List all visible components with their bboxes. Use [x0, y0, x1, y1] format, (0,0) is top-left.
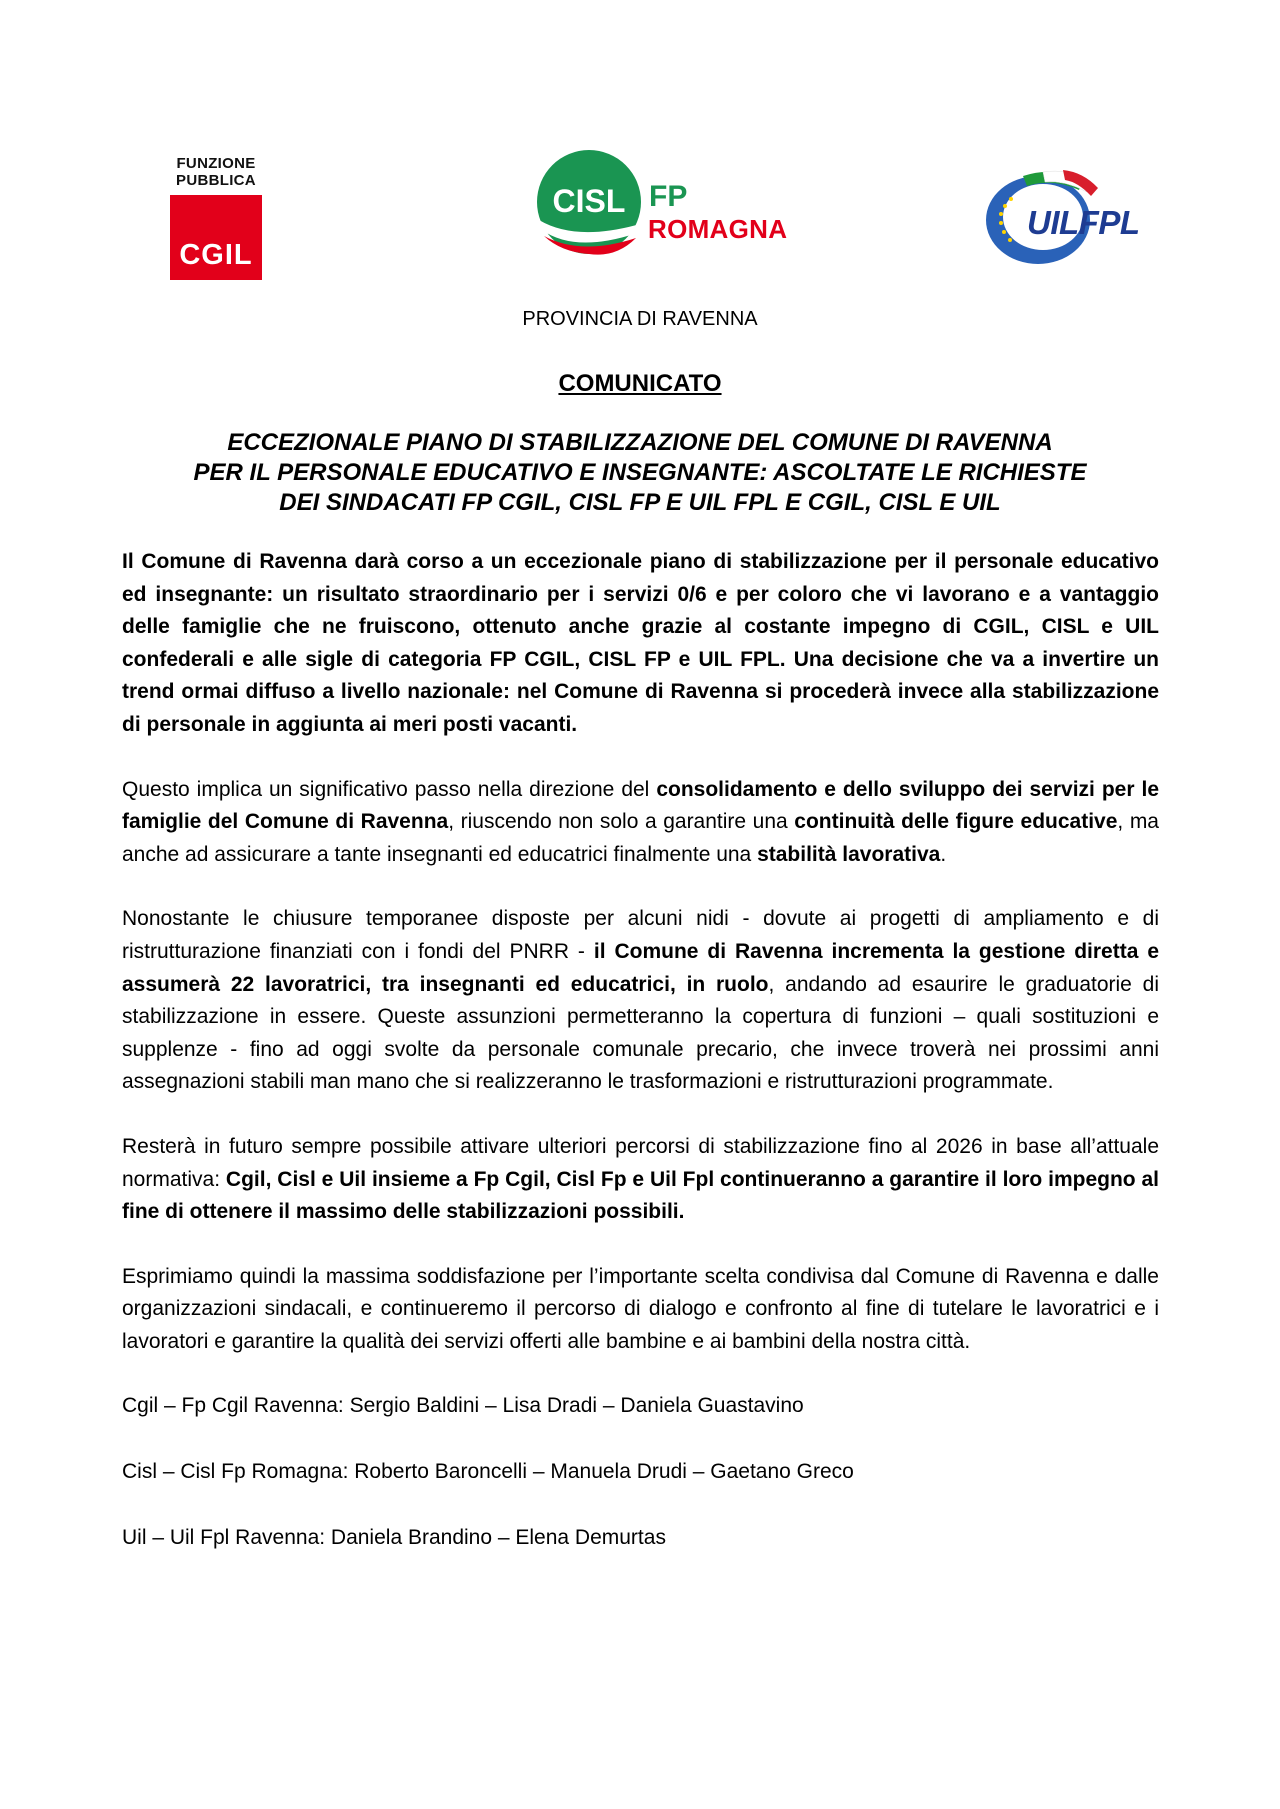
- text-run: Nonostante le chiusure temporanee disposte per alcuni nidi - dovute ai progetti di ampliamento e di ristrutturazione finanziati con i fondi del PNRR -: [122, 907, 1159, 963]
- cisl-logo-fp: FP: [649, 180, 688, 213]
- cgil-logo-line1: FUNZIONE: [176, 155, 256, 172]
- cisl-logo: [536, 150, 796, 265]
- cisl-logo-mark: CISL: [552, 183, 626, 219]
- headline-line: PER IL PERSONALE EDUCATIVO E INSEGNANTE: ASCOLTATE LE RICHIESTE: [193, 459, 1087, 486]
- province-label: PROVINCIA DI RAVENNA: [522, 308, 758, 330]
- signature-uil: Uil – Uil Fpl Ravenna: Daniela Brandino – Elena Demurtas: [122, 1525, 666, 1549]
- document-type-label: COMUNICATO: [558, 370, 722, 397]
- signature-cisl: Cisl – Cisl Fp Romagna: Roberto Baroncelli – Manuela Drudi – Gaetano Greco: [122, 1460, 854, 1484]
- uil-logo: [983, 162, 1153, 272]
- cisl-logo-region: ROMAGNA: [648, 214, 788, 244]
- uil-logo-mark: UILFPL: [1027, 204, 1140, 241]
- document-type: [0, 370, 1280, 398]
- cgil-logo: [170, 155, 262, 280]
- text-run-bold: Cgil, Cisl e Uil insieme a Fp Cgil, Cisl Fp e Uil Fpl continueranno a garantire il loro impegno al fine di ottenere il massimo delle stabilizzazioni possibili.: [122, 1167, 1159, 1224]
- text-run-bold: il Comune di Ravenna incrementa la gestione diretta e assumerà 22 lavoratrici, tra insegnanti ed educatrici, in ruolo: [122, 939, 1159, 996]
- paragraph-future: [122, 1131, 1159, 1229]
- cgil-logo-box: [170, 195, 262, 280]
- cgil-logo-line2: PUBBLICA: [176, 172, 256, 189]
- cgil-logo-mark: CGIL: [179, 239, 253, 271]
- headline-line: ECCEZIONALE PIANO DI STABILIZZAZIONE DEL COMUNE DI RAVENNA: [227, 429, 1053, 456]
- cisl-emblem-icon: [536, 150, 646, 260]
- text-run: , ma anche ad assicurare a tante insegnanti ed educatrici finalmente una: [122, 810, 1159, 866]
- paragraph-intro: Il Comune di Ravenna darà corso a un eccezionale piano di stabilizzazione per il personale educativo ed insegnante: un risultato straordinario per i servizi 0/6 e per coloro che vi lavorano e a vantaggio delle famiglie che ne fruiscono, ottenuto anche grazie al costante impegno di CGIL, CISL e UIL confederali e alle sigle di categoria FP CGIL, CISL FP e UIL FPL. Una decisione che va a invertire un trend ormai diffuso a livello nazionale: nel Comune di Ravenna si procederà invece alla stabilizzazione di personale in aggiunta ai meri posti vacanti.: [122, 550, 1159, 736]
- paragraph-hiring: [122, 903, 1159, 1099]
- signature-cgil: Cgil – Fp Cgil Ravenna: Sergio Baldini – Lisa Dradi – Daniela Guastavino: [122, 1394, 804, 1418]
- paragraph-satisfaction: Esprimiamo quindi la massima soddisfazione per l’importante scelta condivisa dal Comune di Ravenna e dalle organizzazioni sindacali, e continueremo il percorso di dialogo e confronto al fine di tutelare le lavoratrici e i lavoratori e garantire la qualità dei servizi offerti alle bambine e ai bambini della nostra città.: [122, 1264, 1159, 1353]
- text-run: Questo implica un significativo passo nella direzione del: [122, 777, 657, 801]
- logo-row: [0, 150, 1280, 290]
- text-run-bold: stabilità lavorativa: [757, 842, 941, 866]
- text-run-bold: consolidamento e dello sviluppo dei servizi per le famiglie del Comune di Ravenna: [122, 777, 1159, 834]
- text-run: , riuscendo non solo a garantire una: [448, 810, 795, 834]
- headline: [120, 428, 1160, 518]
- text-run: .: [940, 842, 947, 866]
- text-run-bold: continuità delle figure educative: [794, 810, 1118, 834]
- text-run: , andando ad esaurire le graduatorie di stabilizzazione in essere. Queste assunzioni permetteranno la copertura di funzioni – quali sostituzioni e supplenze - fino ad oggi svolte da personale comunale precario, che invece troverà nei prossimi anni assegnazioni stabili man mano che si realizzeranno le trasformazioni e ristrutturazioni programmate.: [122, 972, 1159, 1094]
- text-run: Resterà in futuro sempre possibile attivare ulteriori percorsi di stabilizzazione fino al 2026 in base all’attuale normativa:: [122, 1134, 1159, 1191]
- press-release-body: [122, 546, 1159, 1587]
- paragraph-consolidation: [122, 774, 1159, 872]
- headline-line: DEI SINDACATI FP CGIL, CISL FP E UIL FPL E CGIL, CISL E UIL: [279, 489, 1001, 516]
